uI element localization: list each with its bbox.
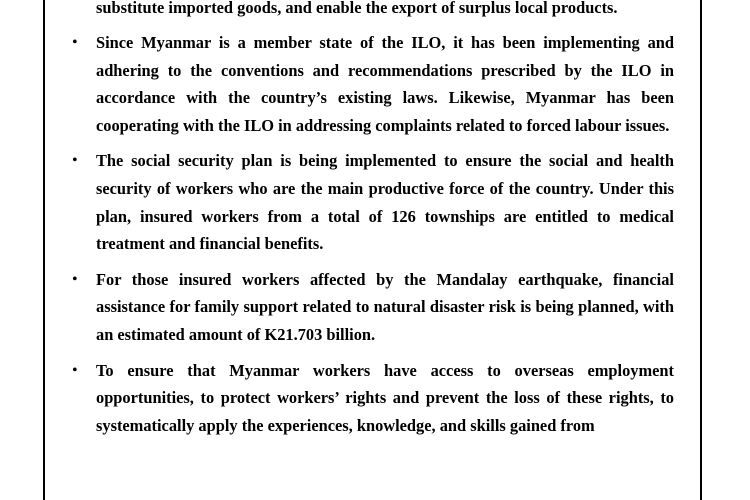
- bullet-marker: •: [72, 152, 78, 170]
- list-item: [0, 147, 750, 257]
- list-item-text: The social security plan is being implemented to ensure the social and health security of workers who are the main productive force of the country. Under this plan, insured workers from a total of 126 townships are entitled to medical treatment and financial benefits.: [96, 151, 674, 254]
- bullet-list: [0, 29, 750, 447]
- list-item: [0, 29, 750, 139]
- list-item-text: For those insured workers affected by the Mandalay earthquake, financial assistance for family support related to natural disaster risk is being planned, with an estimated amount of K21.703 billion.: [96, 269, 674, 344]
- list-item-text: Since Myanmar is a member state of the ILO, it has been implementing and adhering to the conventions and recommendations prescribed by the ILO in accordance with the country’s existing laws. Likewise, Myanmar has been cooperating with the ILO in addressing complaints related to forced labour issues.: [96, 33, 674, 135]
- list-item: [0, 357, 750, 440]
- list-item: [0, 266, 750, 349]
- list-item-text: To ensure that Myanmar workers have access to overseas employment opportunities, to protect workers’ rights and prevent the loss of these rights, to systematically apply the experiences, knowledge, and skills gained from: [96, 360, 674, 435]
- bullet-marker: •: [72, 361, 78, 379]
- continued-paragraph-line: substitute imported goods, and enable the export of surplus local products.: [96, 0, 618, 17]
- bullet-marker: •: [72, 34, 78, 51]
- bullet-marker: •: [72, 270, 78, 288]
